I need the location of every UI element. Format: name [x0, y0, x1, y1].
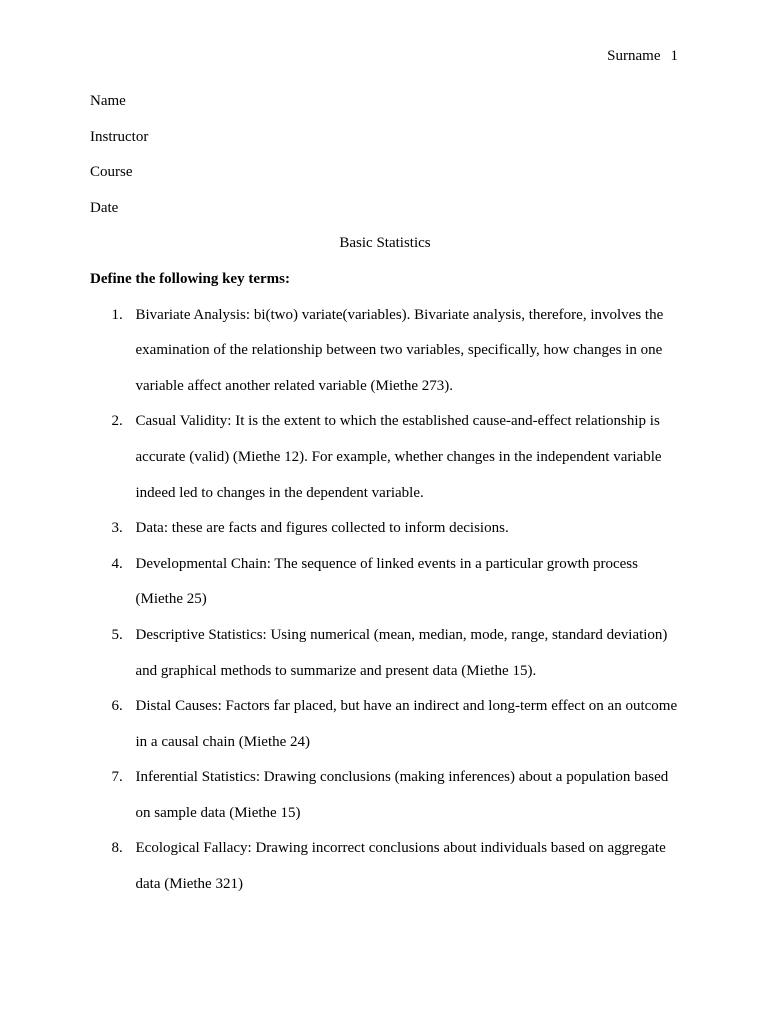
list-item-text: Descriptive Statistics: Using numerical (mean, median, mode, range, standard deviation) and graphical methods to summarize and present data (Miethe 15). — [135, 626, 668, 679]
list-item — [90, 689, 680, 760]
list-item-number: 7. — [111, 769, 123, 786]
list-item-text: Bivariate Analysis: bi(two) variate(variables). Bivariate analysis, therefore, involves the examination of the relationship between two variables, specifically, how changes in one variable affect another related variable (Miethe 273). — [135, 306, 664, 394]
list-item — [90, 831, 680, 902]
list-item — [90, 547, 680, 618]
running-head-surname: Surname — [607, 48, 661, 64]
list-item-text: Casual Validity: It is the extent to which the established cause-and-effect relationship is accurate (valid) (Miethe 12). For example, whether changes in the independent variable indeed led to changes in the dependent variable. — [135, 413, 662, 501]
key-terms-list — [90, 298, 680, 903]
document-title: Basic Statistics — [339, 235, 431, 252]
list-item-number: 8. — [111, 840, 123, 857]
section-heading: Define the following key terms: — [90, 270, 290, 287]
list-item — [90, 404, 680, 511]
list-item-number: 1. — [111, 306, 123, 323]
running-head — [607, 46, 678, 66]
list-item-number: 4. — [111, 555, 123, 572]
list-item-number: 2. — [111, 413, 123, 430]
list-item — [90, 760, 680, 831]
date-line: Date — [90, 199, 119, 216]
list-item-number: 3. — [111, 520, 123, 537]
list-item-number: 5. — [111, 626, 123, 643]
list-item-number: 6. — [111, 698, 123, 715]
document-body — [90, 84, 680, 903]
list-item-text: Distal Causes: Factors far placed, but have an indirect and long-term effect on an outcome in a causal chain (Miethe 24) — [135, 698, 678, 750]
list-item-text: Data: these are facts and figures collected to inform decisions. — [135, 520, 509, 537]
list-item-text: Inferential Statistics: Drawing conclusions (making inferences) about a population based on sample data (Miethe 15) — [135, 769, 669, 821]
list-item-text: Developmental Chain: The sequence of linked events in a particular growth process (Miethe 25) — [135, 555, 638, 608]
list-item — [90, 298, 680, 405]
list-item — [90, 618, 680, 689]
page-number: 1 — [670, 48, 678, 64]
list-item — [90, 511, 680, 547]
instructor-name: Instructor — [90, 128, 149, 145]
student-name: Name — [90, 93, 126, 109]
list-item-text: Ecological Fallacy: Drawing incorrect conclusions about individuals based on aggregate data (Miethe 321) — [135, 840, 666, 893]
course-name: Course — [90, 164, 133, 181]
